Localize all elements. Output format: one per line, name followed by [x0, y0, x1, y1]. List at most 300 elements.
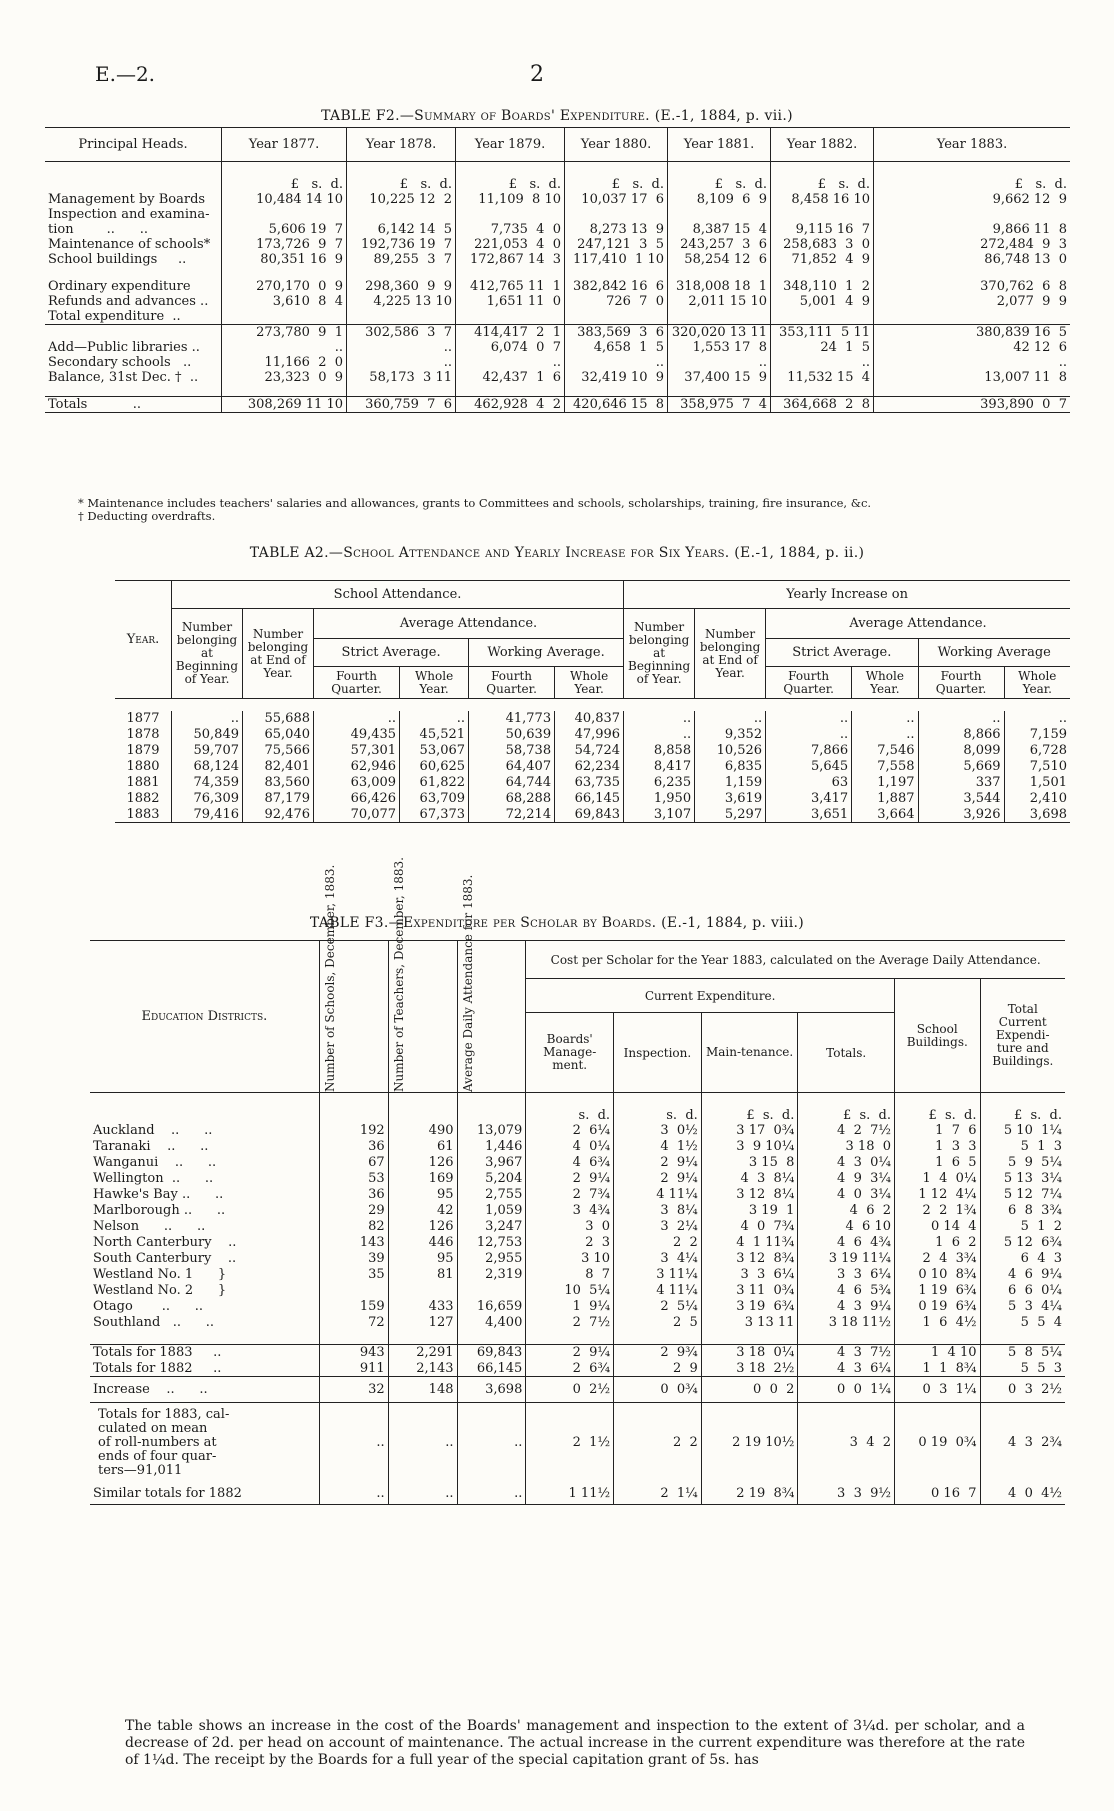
a2-value: 3,651 [766, 807, 852, 823]
f3-value: 3 13 11 [701, 1315, 798, 1331]
f2-value [874, 385, 1071, 397]
f3-value: 3,967 [457, 1155, 526, 1171]
f2-value: 247,121 3 5 [565, 237, 668, 252]
f3-value: 10 5¼ [526, 1283, 614, 1299]
f2-year: Year 1878. [347, 128, 456, 162]
f2-value: 9,866 11 8 [992, 221, 1067, 237]
f3-value: 3,698 [457, 1377, 526, 1403]
a2-value: 64,407 [469, 759, 555, 775]
f2-footnote-2: † Deducting overdrafts. [78, 509, 216, 523]
f2-unit: £ s. d. [456, 162, 565, 192]
f3-value: 4 1 11¾ [701, 1235, 798, 1251]
f3-value: 1 4 0¼ [895, 1171, 981, 1187]
a2-value: 68,288 [469, 791, 555, 807]
f3-value: 1 12 4¼ [895, 1187, 981, 1203]
f3-row [90, 1139, 1065, 1155]
a2-value: 63,709 [400, 791, 469, 807]
a2-value: 2,410 [1029, 791, 1067, 806]
f2-value: 360,759 7 6 [347, 397, 456, 413]
f3-row-label: Otago .. .. [90, 1299, 319, 1315]
f3-row-label: Westland No. 2 } [90, 1283, 319, 1299]
f3-row-label: Auckland .. .. [90, 1123, 319, 1139]
f3-value: 2,955 [457, 1251, 526, 1267]
f2-value: 4,225 13 10 [347, 294, 456, 309]
f3-value: 53 [319, 1171, 388, 1187]
f2-row [45, 192, 1070, 207]
f3-value: 72 [319, 1315, 388, 1331]
f3-value: 8 7 [526, 1267, 614, 1283]
f3-spacer [90, 1331, 1065, 1345]
f2-value [347, 207, 456, 222]
a2-value: .. [1058, 711, 1067, 726]
f2-value [565, 309, 668, 325]
f2-row-label: School buildings .. [45, 252, 222, 267]
f2-value: 270,170 0 9 [222, 279, 347, 294]
a2-value: 67,373 [400, 807, 469, 823]
f3-value: 1 11½ [526, 1483, 614, 1505]
a2-table [115, 580, 1070, 823]
f3-value: 2,319 [457, 1267, 526, 1283]
f3-value: 5 12 6¾ [1003, 1235, 1062, 1250]
a2-value: 92,476 [243, 807, 314, 823]
a2-value: 87,179 [243, 791, 314, 807]
f2-value: 462,928 4 2 [456, 397, 565, 413]
f3-value: .. [319, 1403, 388, 1483]
a2-value: 72,214 [469, 807, 555, 823]
f2-col-principal: Principal Heads. [45, 128, 222, 162]
f3-col-teachers: Number of Teachers, December, 1883. [391, 856, 406, 1092]
f3-value: 3 18 0 [798, 1139, 895, 1155]
f3-value: 2 2 [614, 1403, 702, 1483]
f3-value: 5 3 4¼ [1008, 1299, 1062, 1314]
f3-col-boards: Boards' Manage-ment. [526, 1013, 614, 1093]
f3-value: 0 0 1¼ [798, 1377, 895, 1403]
a2-value: 61,822 [400, 775, 469, 791]
f3-value: 169 [388, 1171, 457, 1187]
f2-value: 173,726 9 7 [222, 237, 347, 252]
f3-value: 3 17 0¾ [701, 1123, 798, 1139]
f3-value: 2 6¼ [526, 1123, 614, 1139]
f2-unit: £ s. d. [668, 162, 771, 192]
f2-value: .. [565, 355, 668, 370]
f2-year: Year 1881. [668, 128, 771, 162]
a2-value: 69,843 [555, 807, 624, 823]
f2-value: 11,532 15 4 [771, 370, 874, 385]
f2-value: 4,658 1 5 [565, 340, 668, 355]
f3-value: 3 4¾ [526, 1203, 614, 1219]
a2-value: 1,501 [1029, 775, 1067, 790]
f3-value [388, 1283, 457, 1299]
f2-value: 42 12 6 [1013, 339, 1067, 355]
f2-value: 5,606 19 7 [222, 222, 347, 237]
f3-value: 2 9¼ [526, 1171, 614, 1187]
f3-value: 0 3 1¼ [895, 1377, 981, 1403]
f3-value: 4 9 3¼ [798, 1171, 895, 1187]
f2-value [771, 207, 874, 222]
f2-value [347, 385, 456, 397]
a2-value: .. [852, 727, 918, 743]
f2-value [771, 309, 874, 325]
f2-value [456, 385, 565, 397]
f2-row [45, 222, 1070, 237]
f2-footnote-1: * Maintenance includes teachers' salaries and allowances, grants to Committees and schools, scholarships, training, fire insurance, &c. [78, 496, 872, 510]
f3-total-row [90, 1345, 1065, 1361]
f3-value: 143 [319, 1235, 388, 1251]
a2-avg-attendance: Average Attendance. [314, 609, 624, 639]
f2-row-label: Total expenditure .. [45, 309, 222, 325]
f2-value: 3,610 8 4 [222, 294, 347, 309]
f2-year: Year 1882. [771, 128, 874, 162]
a2-value: 55,688 [243, 711, 314, 727]
a2-value: 62,234 [555, 759, 624, 775]
f3-value: 0 3 2½ [1008, 1382, 1062, 1397]
f3-value: 3 12 8¼ [701, 1187, 798, 1203]
f3-value: 3 3 6¼ [798, 1267, 895, 1283]
a2-value: 337 [918, 775, 1004, 791]
f3-value: 0 0 2 [701, 1377, 798, 1403]
a2-value: 1,197 [852, 775, 918, 791]
f3-value: 36 [319, 1187, 388, 1203]
f3-value: 1 3 3 [895, 1139, 981, 1155]
f3-value: 5 1 3 [1020, 1139, 1062, 1154]
a2-title: TABLE A2.—School Attendance and Yearly Increase for Six Years. (E.-1, 1884, p. ii.) [249, 545, 865, 561]
f2-row [45, 385, 1070, 397]
a2-value: 41,773 [469, 711, 555, 727]
f2-value: 6,074 0 7 [456, 340, 565, 355]
f2-row [45, 370, 1070, 385]
f2-value: 221,053 4 0 [456, 237, 565, 252]
f3-row [90, 1155, 1065, 1171]
f3-value: 3 18 0¼ [701, 1345, 798, 1361]
f3-value: 0 10 8¾ [895, 1267, 981, 1283]
f2-value: 58,173 3 11 [347, 370, 456, 385]
a2-yearly-increase: Yearly Increase on [624, 581, 1070, 609]
a2-fourth: Fourth Quarter. [469, 667, 555, 699]
f2-value: 1,651 11 0 [456, 294, 565, 309]
f3-unit: £ s. d. [701, 1093, 798, 1123]
a2-value: 8,866 [918, 727, 1004, 743]
f2-value: 258,683 3 0 [771, 237, 874, 252]
f2-row-label: Maintenance of schools* [45, 237, 222, 252]
f3-value: 5 5 4 [1020, 1315, 1062, 1330]
f3-row [90, 1171, 1065, 1187]
f3-value: 4 6 10 [798, 1219, 895, 1235]
f2-value: 414,417 2 1 [456, 324, 565, 340]
f3-value: 4 3 8¼ [701, 1171, 798, 1187]
f2-row-label [45, 324, 222, 340]
a2-value: 82,401 [243, 759, 314, 775]
f3-value: 148 [388, 1377, 457, 1403]
f3-row-label: Southland .. .. [90, 1315, 319, 1331]
f2-unit: £ s. d. [347, 162, 456, 192]
a2-year: 1880 [115, 759, 172, 775]
f3-value: 67 [319, 1155, 388, 1171]
f3-value: 911 [319, 1361, 388, 1377]
f3-value: 0 16 7 [895, 1483, 981, 1505]
f3-row [90, 1267, 1065, 1283]
a2-value: .. [624, 727, 695, 743]
f3-value: 2 9¼ [526, 1345, 614, 1361]
f3-value: 4 3 6¼ [798, 1361, 895, 1377]
a2-value: 3,544 [918, 791, 1004, 807]
closing-paragraph: The table shows an increase in the cost of the Boards' management and inspection to the extent of 3¼d. per scholar, and a decrease of 2d. per head on account of maintenance. The actual increase in the current expenditure was therefore at the rate of 1¼d. The receipt by the Boards for a full year of the special capitation grant of 5s. has [125, 1718, 1025, 1768]
f3-col-buildings: School Buildings. [895, 979, 981, 1093]
a2-value: 75,566 [243, 743, 314, 759]
f3-row [90, 1123, 1065, 1139]
f3-value: 2 9¼ [614, 1155, 702, 1171]
f3-row [90, 1187, 1065, 1203]
a2-value: 8,417 [624, 759, 695, 775]
f3-mean-label: Totals for 1883, cal- culated on mean of roll-numbers at ends of four quar- ters—91,011 [90, 1403, 319, 1483]
f2-row-label: Add—Public libraries .. [45, 340, 222, 355]
a2-value: 6,835 [695, 759, 766, 775]
f3-value: 6 4 3 [1020, 1251, 1062, 1266]
a2-row [115, 759, 1070, 775]
f3-value: 5 5 3 [1020, 1360, 1062, 1376]
f3-value: .. [388, 1403, 457, 1483]
f3-value: 29 [319, 1203, 388, 1219]
f2-row [45, 309, 1070, 325]
f3-value: 0 19 6¾ [895, 1299, 981, 1315]
f2-value [456, 207, 565, 222]
f3-row-label: Wanganui .. .. [90, 1155, 319, 1171]
f3-row [90, 1251, 1065, 1267]
f2-value: 2,077 9 9 [996, 293, 1067, 309]
f3-value: 6 6 0¼ [1008, 1283, 1062, 1298]
f3-value: 61 [388, 1139, 457, 1155]
a2-value: .. [400, 711, 469, 727]
f2-value: 5,001 4 9 [771, 294, 874, 309]
f3-value: 66,145 [457, 1361, 526, 1377]
f2-value: 726 7 0 [565, 294, 668, 309]
a2-value: 60,625 [400, 759, 469, 775]
f2-value: 192,736 19 7 [347, 237, 456, 252]
f3-value: 36 [319, 1139, 388, 1155]
a2-spacer [115, 699, 1070, 711]
f2-value: 370,762 6 8 [980, 278, 1067, 294]
a2-num-end-2: Number belonging at End of Year. [695, 609, 766, 699]
f3-value: 1,059 [457, 1203, 526, 1219]
a2-row [115, 775, 1070, 791]
a2-fourth: Fourth Quarter. [766, 667, 852, 699]
a2-working: Working Average. [469, 639, 624, 667]
f3-row [90, 1283, 1065, 1299]
a2-fourth: Fourth Quarter. [314, 667, 400, 699]
f2-value: 273,780 9 1 [222, 324, 347, 340]
f3-value: 4,400 [457, 1315, 526, 1331]
f3-value: 6 8 3¾ [1008, 1203, 1062, 1218]
f3-value: 3 12 8¾ [701, 1251, 798, 1267]
f3-mean-row [90, 1403, 1065, 1483]
f3-value: 4 0 4½ [1008, 1485, 1062, 1501]
a2-value: 74,359 [172, 775, 243, 791]
a2-fourth: Fourth Quarter. [918, 667, 1004, 699]
f2-row [45, 355, 1070, 370]
f3-value: 3 4¼ [614, 1251, 702, 1267]
f3-value: 127 [388, 1315, 457, 1331]
f3-row-label: Increase .. .. [90, 1377, 319, 1403]
f3-value: 4 0 3¼ [798, 1187, 895, 1203]
f2-value: 358,975 7 4 [668, 397, 771, 413]
f3-unit: s. d. [526, 1093, 614, 1123]
f2-value: 8,273 13 9 [565, 222, 668, 237]
f2-value: 9,662 12 9 [992, 191, 1067, 207]
f2-year: Year 1880. [565, 128, 668, 162]
f2-value: 32,419 10 9 [565, 370, 668, 385]
f3-col-schools: Number of Schools, December, 1883. [322, 864, 337, 1092]
f3-value: 3 19 11¼ [798, 1251, 895, 1267]
f3-row-label: South Canterbury .. [90, 1251, 319, 1267]
f2-value: .. [222, 340, 347, 355]
f3-value: 5,204 [457, 1171, 526, 1187]
a2-year: 1883 [115, 807, 172, 823]
f2-value: 382,842 16 6 [565, 279, 668, 294]
a2-value: 7,546 [852, 743, 918, 759]
f3-value: 35 [319, 1267, 388, 1283]
f2-value: 383,569 3 6 [565, 324, 668, 340]
f2-value: 272,484 9 3 [980, 236, 1067, 252]
f3-row-label: Totals for 1882 .. [90, 1361, 319, 1377]
f3-value: 1 7 6 [895, 1123, 981, 1139]
f2-value: 23,323 0 9 [222, 370, 347, 385]
f3-value: 4 3 9¼ [798, 1299, 895, 1315]
a2-whole: Whole Year. [1004, 667, 1070, 699]
a2-value: 50,849 [172, 727, 243, 743]
a2-value: 5,297 [695, 807, 766, 823]
f3-value: 0 14 4 [895, 1219, 981, 1235]
f3-value: 3,247 [457, 1219, 526, 1235]
f2-unit: £ s. d. [565, 162, 668, 192]
f3-value: 3 19 1 [701, 1203, 798, 1219]
f2-value [874, 309, 1071, 325]
f2-value: 1,553 17 8 [668, 340, 771, 355]
a2-value: 45,521 [400, 727, 469, 743]
a2-value: 79,416 [172, 807, 243, 823]
f3-col-maintenance: Main-tenance. [701, 1013, 798, 1093]
f3-value: 3 2¼ [614, 1219, 702, 1235]
f2-value: 86,748 13 0 [984, 251, 1067, 267]
a2-value: .. [314, 711, 400, 727]
a2-row [115, 727, 1070, 743]
a2-row [115, 791, 1070, 807]
f2-unit: £ s. d. [222, 162, 347, 192]
f3-value: 3 18 11½ [798, 1315, 895, 1331]
f2-value: .. [456, 355, 565, 370]
f3-value: 4 6 2 [798, 1203, 895, 1219]
a2-value: 63,735 [555, 775, 624, 791]
f3-value: 4 6 4¾ [798, 1235, 895, 1251]
f2-value [874, 207, 1071, 222]
a2-value: 47,996 [555, 727, 624, 743]
f3-value: 4 6 9¼ [1008, 1267, 1062, 1282]
f3-similar-row [90, 1483, 1065, 1505]
f2-value: 348,110 1 2 [771, 279, 874, 294]
f3-value: 433 [388, 1299, 457, 1315]
f3-value: 2 7½ [526, 1315, 614, 1331]
f3-value: 5 9 5¼ [1008, 1155, 1062, 1170]
a2-whole: Whole Year. [400, 667, 469, 699]
a2-value: 63,009 [314, 775, 400, 791]
f2-value: 393,890 0 7 [980, 397, 1067, 412]
f2-row [45, 252, 1070, 267]
f3-value: 490 [388, 1123, 457, 1139]
a2-row [115, 743, 1070, 759]
f3-row-label: Taranaki .. .. [90, 1139, 319, 1155]
f3-current-exp: Current Expenditure. [526, 979, 895, 1013]
a2-avg-attendance-2: Average Attendance. [766, 609, 1070, 639]
f2-value: 10,484 14 10 [222, 192, 347, 207]
f3-value: 4 1½ [614, 1139, 702, 1155]
f2-value: 364,668 2 8 [771, 397, 874, 413]
a2-value: 76,309 [172, 791, 243, 807]
a2-value: 7,558 [852, 759, 918, 775]
f3-value: 3 0½ [614, 1123, 702, 1139]
f3-value [319, 1283, 388, 1299]
f3-value: 2 5¼ [614, 1299, 702, 1315]
f2-value: 302,586 3 7 [347, 324, 456, 340]
f3-row [90, 1235, 1065, 1251]
f3-value: 82 [319, 1219, 388, 1235]
f2-value: 298,360 9 9 [347, 279, 456, 294]
a2-value: 68,124 [172, 759, 243, 775]
f2-value: 172,867 14 3 [456, 252, 565, 267]
f3-value: 4 11¼ [614, 1283, 702, 1299]
f2-row-label: tion .. .. [45, 222, 222, 237]
f3-value: 4 6 5¾ [798, 1283, 895, 1299]
f2-value [347, 309, 456, 325]
f2-row-label [45, 267, 222, 279]
f3-units-row [90, 1093, 1065, 1123]
f2-value: 10,037 17 6 [565, 192, 668, 207]
f2-value: 353,111 5 11 [771, 324, 874, 340]
f3-row-label: Nelson .. .. [90, 1219, 319, 1235]
f2-value: 42,437 1 6 [456, 370, 565, 385]
f3-value: 95 [388, 1251, 457, 1267]
a2-value: 57,301 [314, 743, 400, 759]
f3-col-attendance: Average Daily Attendance for 1883. [460, 874, 475, 1092]
f2-value: 7,735 4 0 [456, 222, 565, 237]
f2-row-label: Totals .. [45, 397, 222, 413]
a2-value: 6,235 [624, 775, 695, 791]
f2-value: 89,255 3 7 [347, 252, 456, 267]
f3-cost-header: Cost per Scholar for the Year 1883, calculated on the Average Daily Attendance. [526, 941, 1065, 979]
f3-value: 1 6 5 [895, 1155, 981, 1171]
f2-value: 8,458 16 10 [771, 192, 874, 207]
a2-year: 1882 [115, 791, 172, 807]
f2-value [456, 267, 565, 279]
a2-year: 1878 [115, 727, 172, 743]
f3-value: 2 19 8¾ [701, 1483, 798, 1505]
a2-num-end: Number belonging at End of Year. [243, 609, 314, 699]
a2-col-year: Year. [115, 581, 172, 699]
f3-col-inspection: Inspection. [614, 1013, 702, 1093]
f3-value: 2 9¼ [614, 1171, 702, 1187]
f2-value: 37,400 15 9 [668, 370, 771, 385]
f2-row [45, 294, 1070, 309]
f2-value [668, 267, 771, 279]
f3-row-label: North Canterbury .. [90, 1235, 319, 1251]
f3-value: 4 3 2¾ [1008, 1435, 1062, 1451]
f3-row-label: Wellington .. .. [90, 1171, 319, 1187]
f3-value: 2,143 [388, 1361, 457, 1377]
a2-value: 7,510 [1029, 759, 1067, 774]
a2-value: 5,645 [766, 759, 852, 775]
f2-value: 117,410 1 10 [565, 252, 668, 267]
a2-value: 6,728 [1029, 743, 1067, 758]
f3-value: 126 [388, 1219, 457, 1235]
f3-row-label: Totals for 1883 .. [90, 1345, 319, 1361]
f3-value: 3 15 8 [701, 1155, 798, 1171]
